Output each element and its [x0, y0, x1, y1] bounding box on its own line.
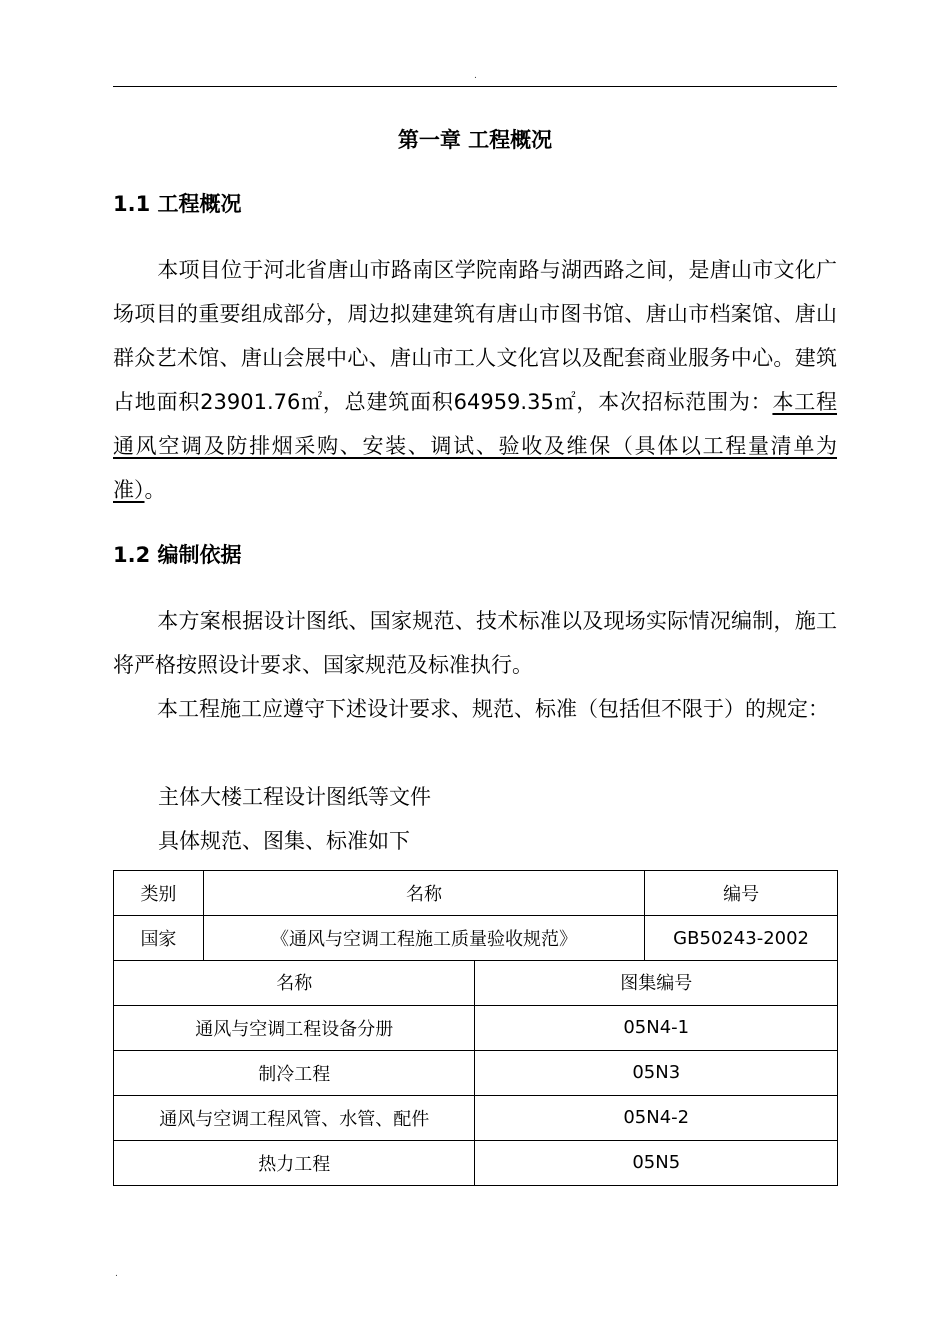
basis-text-1: 本方案根据设计图纸、国家规范、技术标准以及现场实际情况编制，施工将严格按照设计要求、国家规范及标准执行。	[113, 609, 837, 677]
standards-intro-line: 具体规范、图集、标准如下	[158, 829, 410, 853]
header-code: 编号	[645, 871, 838, 916]
table-row	[114, 916, 838, 961]
basis-text-2: 本工程施工应遵守下述设计要求、规范、标准（包括但不限于）的规定：	[157, 697, 829, 721]
section-heading-1-2: 1.2 编制依据	[113, 543, 242, 567]
section-heading-1-1: 1.1 工程概况	[113, 192, 242, 216]
table-row	[114, 1095, 838, 1140]
basis-paragraph-1	[113, 599, 837, 687]
header-category: 类别	[114, 871, 204, 916]
header-rule	[113, 86, 837, 87]
bid-scope-text: 本工程通风空调及防排烟采购、安装、调试、验收及维保（具体以工程量清单为准）	[113, 390, 838, 502]
cell-name: 热力工程	[114, 1140, 475, 1185]
overview-end-text: 。	[144, 478, 166, 502]
footer-dot: .	[115, 1269, 118, 1279]
table-row	[114, 1050, 838, 1095]
overview-text: 本项目位于河北省唐山市路南区学院南路与湖西路之间，是唐山市文化广场项目的重要组成部分，周边拟建建筑有唐山市图书馆、唐山市档案馆、唐山群众艺术馆、唐山会展中心、唐山市工人文化宫以及配套商业服务中心。建筑占地面积23901.76㎡，总建筑面积64959.35㎡，本次招标范围为：	[113, 258, 837, 414]
header-name: 名称	[114, 960, 475, 1005]
atlas-table	[113, 960, 838, 1186]
cell-atlas-code: 05N4-2	[475, 1095, 838, 1140]
cell-name: 通风与空调工程风管、水管、配件	[114, 1095, 475, 1140]
table-row	[114, 1005, 838, 1050]
table-header-row	[114, 871, 838, 916]
cell-atlas-code: 05N5	[475, 1140, 838, 1185]
cell-category: 国家	[114, 916, 204, 961]
standards-table	[113, 870, 838, 961]
header-dot: .	[474, 71, 477, 81]
header-name: 名称	[203, 871, 644, 916]
design-docs-line: 主体大楼工程设计图纸等文件	[158, 785, 431, 809]
project-overview-paragraph	[113, 248, 837, 512]
table-header-row	[114, 960, 838, 1005]
cell-name: 制冷工程	[114, 1050, 475, 1095]
header-atlas-code: 图集编号	[475, 960, 838, 1005]
table-row	[114, 1140, 838, 1185]
cell-name: 《通风与空调工程施工质量验收规范》	[203, 916, 644, 961]
cell-name: 通风与空调工程设备分册	[114, 1005, 475, 1050]
cell-atlas-code: 05N3	[475, 1050, 838, 1095]
chapter-title: 第一章 工程概况	[397, 128, 553, 152]
cell-code: GB50243-2002	[645, 916, 838, 961]
basis-paragraph-2	[113, 687, 837, 731]
cell-atlas-code: 05N4-1	[475, 1005, 838, 1050]
